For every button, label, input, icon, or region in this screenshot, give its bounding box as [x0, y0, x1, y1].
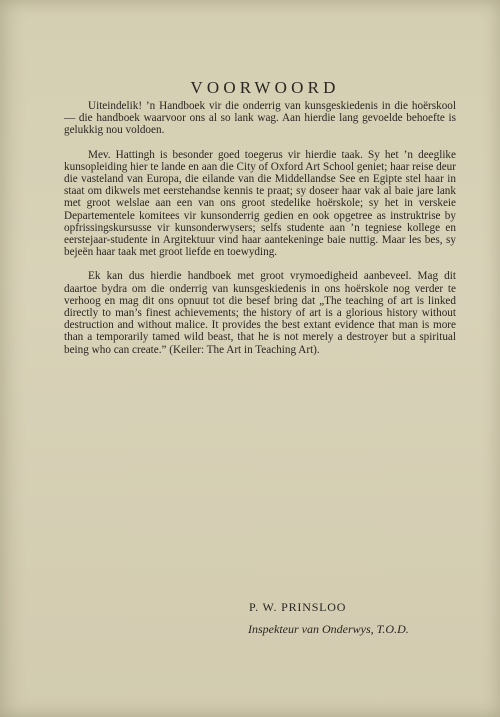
- paragraph-3: Ek kan dus hierdie handboek met groot vrymoedigheid aanbeveel. Mag dit daartoe bydra om die onderrig van kunsgeskiedenis in ons hoërskole nog verder te verhoog en mag dit ons opnuut tot die besef bring dat „The teaching of art is linked directly to man’s finest achievements; the history of art is a glorious history without destruction and without malice. It provides the best extant evidence that man is more than a temporarily tamed wild beast, that he is not merely a destroyer but a spiritual being who can create.” (Keiler: The Art in Teaching Art).: [64, 270, 456, 356]
- page-title: VOORWOORD: [190, 78, 340, 97]
- signature-block: [248, 596, 409, 640]
- paragraph-2: Mev. Hattingh is besonder goed toegerus vir hierdie taak. Sy het ’n deeglike kunsopleiding hier te lande en aan die City of Oxford Art School geniet; haar reise deur die vasteland van Europa, die eilande van die Middellandse See en Egipte stel haar in staat om dikwels met eerstehandse kennis te praat; sy doseer haar vak al baie jare lank met groot welslae aan een van ons groot stedelike hoërskole; sy het in verskeie Departementele komitees vir kunsonderrig gedien en ook opgetree as instruktrise by opfrissingskursusse vir kunsonderwysers; selfs studente aan ’n tegniese kollege en eerstejaar-studente in Argitektuur vind haar aantekeninge baie nuttig. Maar les bes, sy bejeën haar taak met groot liefde en toewyding.: [64, 148, 456, 259]
- signature-title: Inspekteur van Onderwys, T.O.D.: [248, 622, 409, 636]
- foreword-body: [64, 100, 456, 368]
- paragraph-1: Uiteindelik! ’n Handboek vir die onderrig van kunsgeskiedenis in die hoërskool — die handboek waarvoor ons al so lank wag. Aan hierdie lang gevoelde behoefte is gelukkig nou voldoen.: [64, 100, 456, 137]
- signature-name: P. W. PRINSLOO: [249, 600, 347, 614]
